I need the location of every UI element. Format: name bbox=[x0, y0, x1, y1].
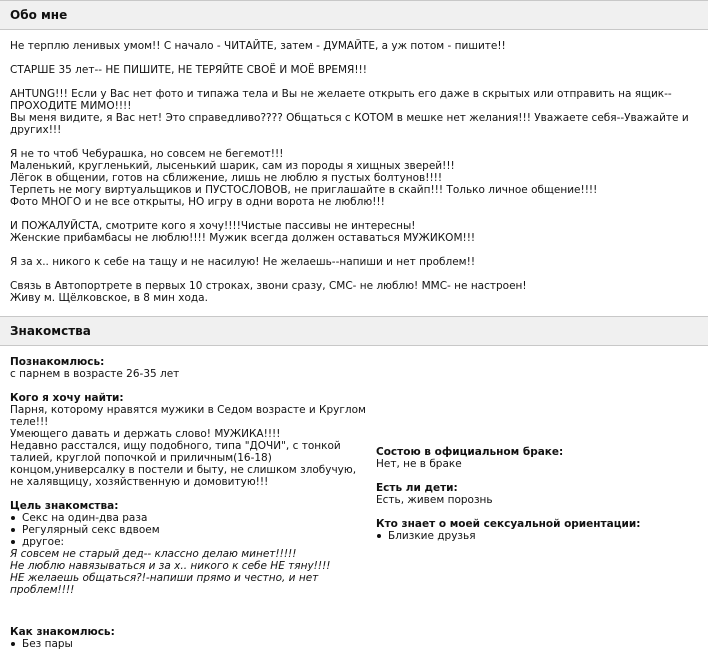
orientation-block bbox=[376, 518, 696, 542]
goal-block bbox=[10, 500, 370, 596]
how-block bbox=[10, 626, 370, 650]
goal-label: Цель знакомства: bbox=[10, 500, 119, 512]
married-block bbox=[376, 446, 696, 470]
looking-label: Познакомлюсь: bbox=[10, 356, 105, 368]
kids-block bbox=[376, 482, 696, 506]
about-body bbox=[0, 30, 708, 304]
acquaintance-header bbox=[0, 316, 708, 346]
married-value: Нет, не в браке bbox=[376, 458, 462, 470]
about-paragraph: Я не то чтоб Чебурашка, но совсем не бегемот!!! Маленький, кругленький, лысенький шарик, сам из породы я хищных зверей!!! Лёгок в общении, готов на сближение, лишь не люблю я пустых болтунов!!!! Терпеть не могу виртуальщиков и ПУСТОСЛОВОВ, не приглашайте в скайп!!! Только личное общение!!!! Фото МНОГО и не все открыты, НО игру в одни ворота не люблю!!! bbox=[10, 148, 598, 208]
kids-value: Есть, живем порознь bbox=[376, 494, 493, 506]
want-value: Парня, которому нравятся мужики в Седом возрасте и Круглом теле!!! Умеющего давать и держать слово! МУЖИКА!!!! Недавно расстался, ищу подобного, типа "ДОЧИ", с тонкой талией, круглой попочкой и приличным(16-18) концом,универсалку в постели и быту, не слишком злобучую, не халявщицу, хозяйственную и домовитую!!! bbox=[10, 404, 366, 488]
looking-value: с парнем в возрасте 26-35 лет bbox=[10, 368, 180, 380]
acquaintance-right-column bbox=[376, 446, 696, 554]
about-paragraph: Не терплю ленивых умом!! С начало - ЧИТАЙТЕ, затем - ДУМАЙТЕ, а уж потом - пишите!! bbox=[10, 40, 506, 52]
about-paragraph: И ПОЖАЛУЙСТА, смотрите кого я хочу!!!!Чистые пассивы не интересны! Женские прибамбасы не люблю!!!! Мужик всегда должен оставаться МУЖИКОМ!!! bbox=[10, 220, 476, 244]
about-paragraph: Я за х.. никого к себе на тащу и не насилую! Не желаешь--напиши и нет проблем!! bbox=[10, 256, 476, 268]
about-paragraph: Связь в Автопортрете в первых 10 строках, звони сразу, СМС- не люблю! ММС- не настроен! Живу м. Щёлковское, в 8 мин хода. bbox=[10, 280, 527, 304]
goal-item: другое: bbox=[10, 536, 370, 548]
how-item: Без пары bbox=[10, 638, 370, 650]
about-paragraph: СТАРШЕ 35 лет-- НЕ ПИШИТЕ, НЕ ТЕРЯЙТЕ СВОЁ И МОЁ ВРЕМЯ!!! bbox=[10, 64, 367, 76]
about-title: Обо мне bbox=[10, 8, 68, 22]
acquaintance-body bbox=[0, 346, 708, 650]
orientation-item: Близкие друзья bbox=[376, 530, 696, 542]
about-paragraph: AHTUNG!!! Если у Вас нет фото и типажа тела и Вы не желаете открыть его даже в скрытых или отправить на ящик-- ПРОХОДИТЕ МИМО!!!! Вы меня видите, я Вас нет! Это справедливо???? Общаться с КОТОМ в мешке нет желания!!! Уважаете себя--Уважайте и других!!! bbox=[10, 88, 689, 136]
goal-item: Регулярный секс вдвоем bbox=[10, 524, 370, 536]
want-label: Кого я хочу найти: bbox=[10, 392, 124, 404]
orientation-label: Кто знает о моей сексуальной ориентации: bbox=[376, 518, 641, 530]
want-block bbox=[10, 392, 370, 488]
about-header bbox=[0, 0, 708, 30]
goal-list bbox=[10, 512, 370, 548]
acquaintance-title: Знакомства bbox=[10, 324, 91, 338]
goal-other-text: Я совсем не старый дед-- классно делаю минет!!!!! Не люблю навязываться и за х.. никого к себе НЕ тяну!!!! НЕ желаешь общаться?!-напиши прямо и честно, и нет проблем!!!! bbox=[10, 548, 331, 596]
married-label: Состою в официальном браке: bbox=[376, 446, 564, 458]
kids-label: Есть ли дети: bbox=[376, 482, 458, 494]
goal-item: Секс на один-два раза bbox=[10, 512, 370, 524]
how-label: Как знакомлюсь: bbox=[10, 626, 115, 638]
orientation-list bbox=[376, 530, 696, 542]
looking-for-block bbox=[10, 356, 370, 380]
how-list bbox=[10, 638, 370, 650]
acquaintance-left-column bbox=[10, 356, 370, 650]
